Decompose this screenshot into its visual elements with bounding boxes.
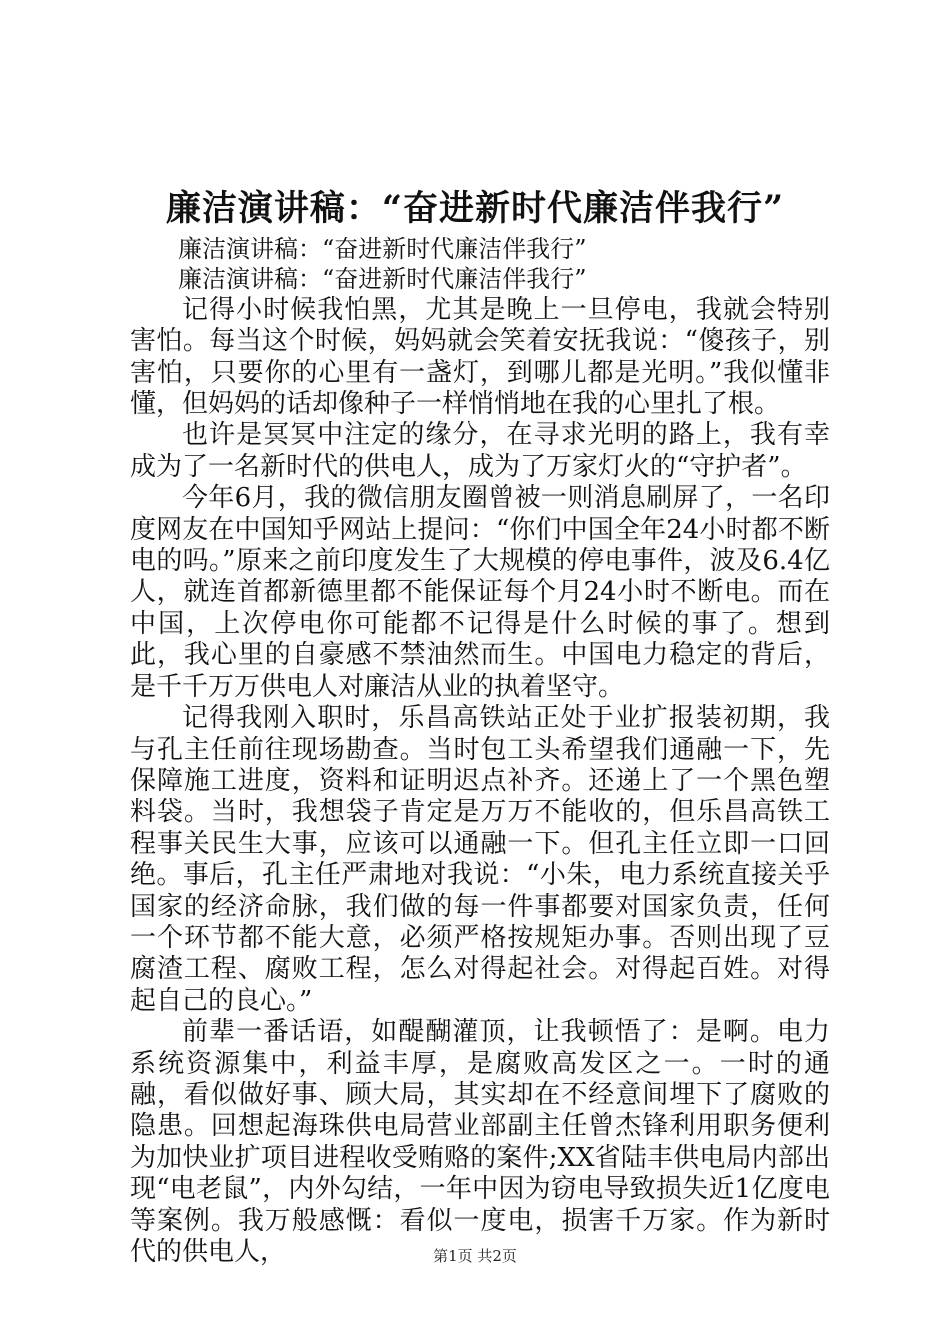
body-paragraph: 记得小时候我怕黑，尤其是晚上一旦停电，我就会特别害怕。每当这个时候，妈妈就会笑着安抚我说：“傻孩子，别害怕，只要你的心里有一盏灯，到哪儿都是光明。”我似懂非懂，但妈妈的话却像种子一样悄悄地在我的心里扎了根。 <box>130 294 830 420</box>
page-number-footer: 第1页 共2页 <box>433 1247 517 1265</box>
body-paragraph: 也许是冥冥中注定的缘分，在寻求光明的路上，我有幸成为了一名新时代的供电人，成为了万家灯火的“守护者”。 <box>130 420 830 482</box>
document-body <box>130 234 830 1268</box>
body-paragraph: 前辈一番话语，如醍醐灌顶，让我顿悟了：是啊。电力系统资源集中，利益丰厚，是腐败高发区之一。一时的通融，看似做好事、顾大局，其实却在不经意间埋下了腐败的隐患。回想起海珠供电局营业部副主任曾杰锋利用职务便利为加快业扩项目进程收受贿赂的案件;XX省陆丰供电局内部出现“电老鼠”，内外勾结，一年中因为窃电导致损失近1亿度电等案例。我万般感慨：看似一度电，损害千万家。作为新时代的供电人， <box>130 1017 830 1267</box>
document-title: 廉洁演讲稿：“奋进新时代廉洁伴我行” <box>165 188 785 229</box>
subtitle-line: 廉洁演讲稿：“奋进新时代廉洁伴我行” <box>178 235 587 263</box>
body-paragraph: 今年6月，我的微信朋友圈曾被一则消息刷屏了，一名印度网友在中国知乎网站上提问：“你们中国全年24小时都不断电的吗。”原来之前印度发生了大规模的停电事件，波及6.4亿人，就连首都新德里都不能保证每个月24小时不断电。而在中国，上次停电你可能都不记得是什么时候的事了。想到此，我心里的自豪感不禁油然而生。中国电力稳定的背后，是千千万万供电人对廉洁从业的执着坚守。 <box>130 483 830 702</box>
body-paragraph: 记得我刚入职时，乐昌高铁站正处于业扩报装初期，我与孔主任前往现场勘查。当时包工头希望我们通融一下，先保障施工进度，资料和证明迟点补齐。还递上了一个黑色塑料袋。当时，我想袋子肯定是万万不能收的，但乐昌高铁工程事关民生大事，应该可以通融一下。但孔主任立即一口回绝。事后，孔主任严肃地对我说：“小朱，电力系统直接关乎国家的经济命脉，我们做的每一件事都要对国家负责，任何一个环节都不能大意，必须严格按规矩办事。否则出现了豆腐渣工程、腐败工程，怎么对得起社会。对得起百姓。对得起自己的良心。” <box>130 703 830 1016</box>
subtitle-line: 廉洁演讲稿：“奋进新时代廉洁伴我行” <box>178 265 587 294</box>
